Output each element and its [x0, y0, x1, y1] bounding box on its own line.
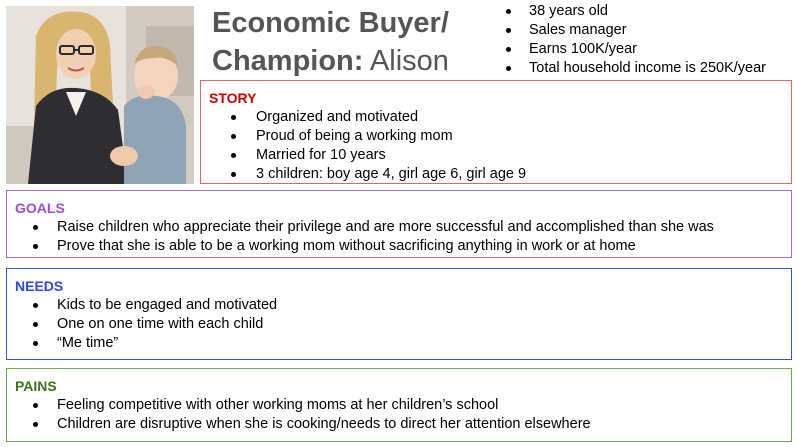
need-item: Kids to be engaged and motivated	[15, 296, 783, 315]
pain-item: Feeling competitive with other working moms at her children’s school	[15, 396, 783, 415]
goals-heading: GOALS	[15, 200, 65, 216]
need-item: “Me time”	[15, 334, 783, 353]
persona-photo	[6, 6, 194, 184]
story-box	[200, 80, 792, 184]
needs-list	[15, 296, 783, 353]
pains-list	[15, 396, 783, 434]
needs-box	[6, 268, 792, 360]
goal-item: Raise children who appreciate their privilege and are more successful and accomplished than she was	[15, 218, 783, 237]
goal-item: Prove that she is able to be a working mom without sacrificing anything in work or at home	[15, 237, 783, 256]
story-item: Proud of being a working mom	[209, 127, 783, 146]
story-heading: STORY	[209, 90, 257, 106]
goals-box	[6, 190, 792, 258]
needs-heading: NEEDS	[15, 278, 64, 294]
fact-item: Earns 100K/year	[500, 40, 796, 59]
fact-item: Total household income is 250K/year	[500, 59, 796, 78]
fact-item: 38 years old	[500, 2, 796, 21]
pains-heading: PAINS	[15, 378, 57, 394]
story-item: Organized and motivated	[209, 108, 783, 127]
fact-item: Sales manager	[500, 21, 796, 40]
mother-and-child-photo	[6, 6, 194, 184]
persona-name: Alison	[369, 45, 449, 77]
persona-role: Economic Buyer/ Champion:	[212, 7, 449, 77]
story-item: Married for 10 years	[209, 146, 783, 165]
story-item: 3 children: boy age 4, girl age 6, girl age 9	[209, 165, 783, 184]
pain-item: Children are disruptive when she is cooking/needs to direct her attention elsewhere	[15, 415, 783, 434]
persona-title	[212, 4, 492, 80]
pains-box	[6, 368, 792, 442]
story-list	[209, 108, 783, 184]
need-item: One on one time with each child	[15, 315, 783, 334]
persona-facts-list	[500, 2, 796, 78]
goals-list	[15, 218, 783, 256]
